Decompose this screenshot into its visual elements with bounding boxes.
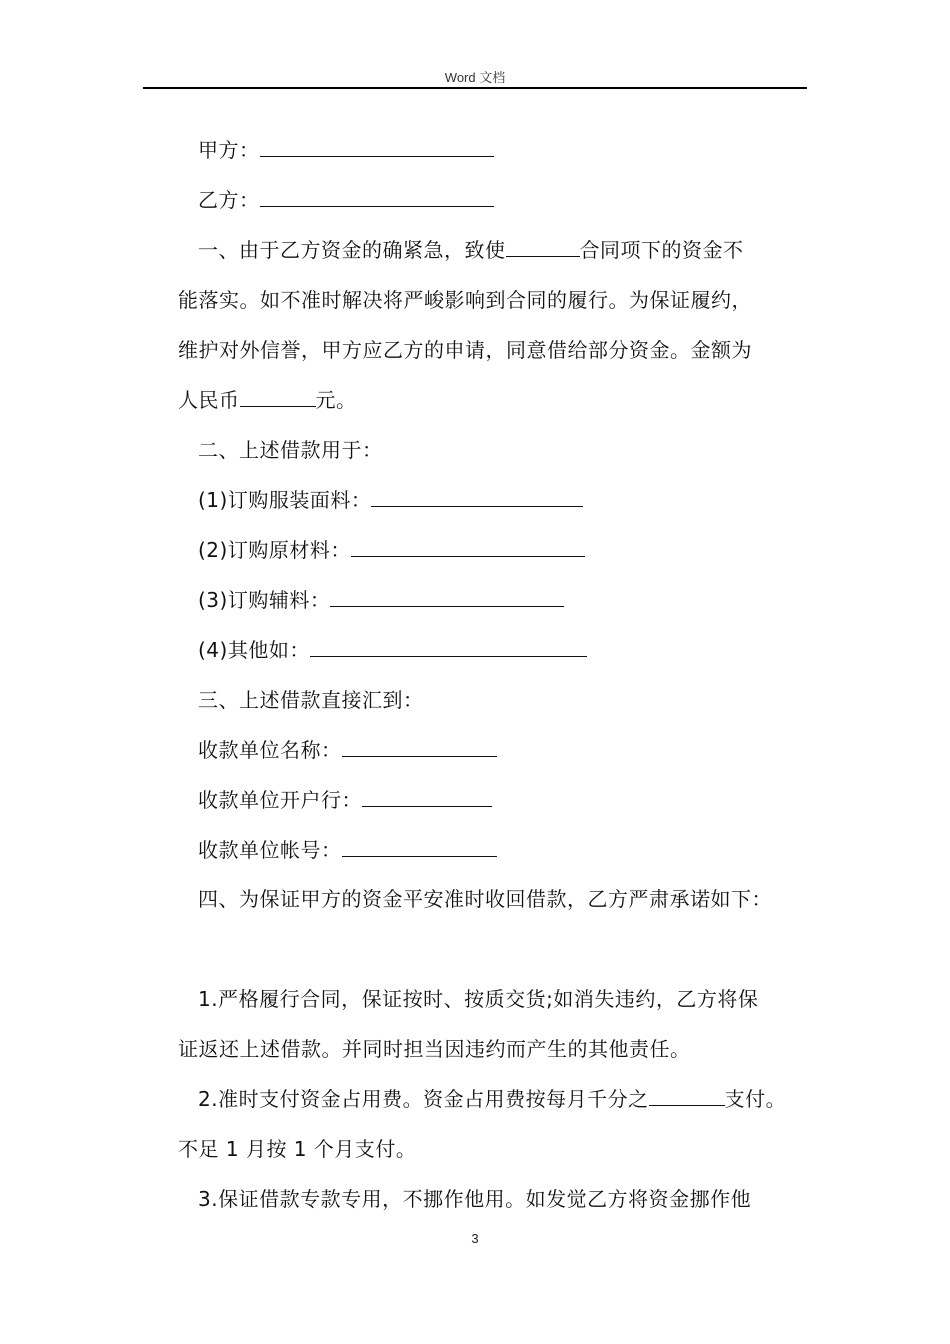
usage-item <box>198 536 585 564</box>
usage-item-label: (4)其他如： <box>198 638 310 662</box>
usage-item <box>198 586 564 614</box>
usage-item-blank[interactable] <box>330 586 564 607</box>
clause4-item1-line2: 证返还上述借款。并同时担当因违约而产生的其他责任。 <box>178 1037 691 1061</box>
payee-name-blank[interactable] <box>342 736 497 757</box>
amount-suffix: 元。 <box>315 388 357 412</box>
clause4-item2-line2: 不足 1 月按 1 个月支付。 <box>178 1137 417 1161</box>
payee-account-label: 收款单位帐号： <box>198 838 342 862</box>
amount-blank[interactable] <box>240 386 316 407</box>
amount-prefix: 人民币 <box>178 388 240 412</box>
fee-text-pre: 2.准时支付资金占用费。资金占用费按每月千分之 <box>198 1087 649 1111</box>
usage-item-label: (3)订购辅料： <box>198 588 331 612</box>
clause1-text-pre: 一、由于乙方资金的确紧急，致使 <box>198 238 506 262</box>
clause1-line4 <box>178 386 357 414</box>
contract-number-blank[interactable] <box>506 236 580 257</box>
payee-account-blank[interactable] <box>342 836 497 857</box>
payee-bank-line <box>198 786 492 814</box>
usage-item-blank[interactable] <box>351 536 585 557</box>
usage-item <box>198 636 587 664</box>
clause1-line1 <box>198 236 744 264</box>
header-divider <box>143 87 807 89</box>
party-a-blank[interactable] <box>260 136 494 157</box>
usage-item-blank[interactable] <box>371 486 583 507</box>
payee-name-label: 收款单位名称： <box>198 738 342 762</box>
party-a-label: 甲方： <box>198 138 260 162</box>
page-header-title: Word 文档 <box>444 70 506 85</box>
party-b-label: 乙方： <box>198 188 260 212</box>
clause4-heading: 四、为保证甲方的资金平安准时收回借款，乙方严肃承诺如下： <box>198 887 772 911</box>
usage-item-label: (1)订购服装面料： <box>198 488 372 512</box>
clause3-heading: 三、上述借款直接汇到： <box>198 688 424 712</box>
party-b-line <box>198 186 494 214</box>
usage-item-blank[interactable] <box>310 636 587 657</box>
clause1-text-post: 合同项下的资金不 <box>579 238 744 262</box>
payee-account-line <box>198 836 497 864</box>
fee-rate-blank[interactable] <box>649 1085 725 1106</box>
usage-item <box>198 486 583 514</box>
page-number: 3 <box>471 1231 479 1246</box>
party-b-blank[interactable] <box>260 186 494 207</box>
party-a-line <box>198 136 494 164</box>
clause4-item2-line1 <box>198 1085 786 1113</box>
payee-name-line <box>198 736 497 764</box>
fee-text-post: 支付。 <box>724 1087 787 1111</box>
usage-item-label: (2)订购原材料： <box>198 538 351 562</box>
clause2-heading: 二、上述借款用于： <box>198 438 383 462</box>
clause4-item1-line1: 1.严格履行合同，保证按时、按质交货;如消失违约，乙方将保 <box>198 987 759 1011</box>
payee-bank-label: 收款单位开户行： <box>198 788 362 812</box>
clause1-line3: 维护对外信誉，甲方应乙方的申请，同意借给部分资金。金额为 <box>178 338 752 362</box>
clause4-item3-line1: 3.保证借款专款专用，不挪作他用。如发觉乙方将资金挪作他 <box>198 1187 752 1211</box>
payee-bank-blank[interactable] <box>362 786 492 807</box>
clause1-line2: 能落实。如不准时解决将严峻影响到合同的履行。为保证履约， <box>178 288 752 312</box>
